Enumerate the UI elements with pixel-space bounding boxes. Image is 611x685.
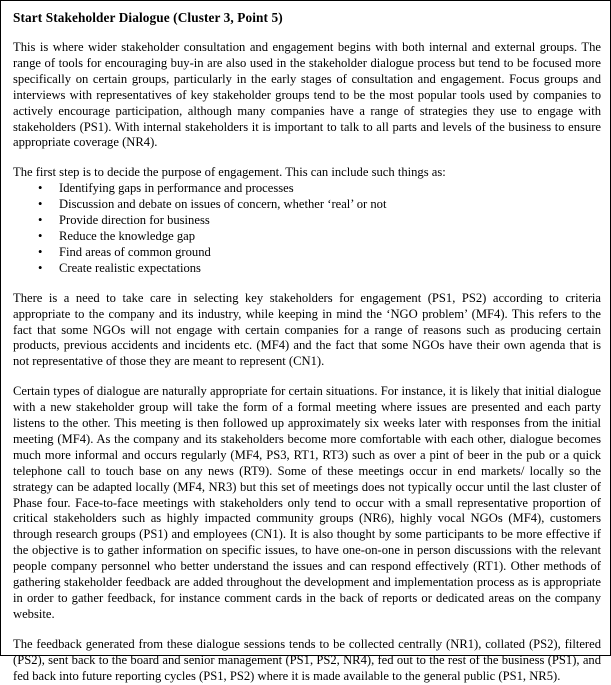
list-item-label: Create realistic expectations bbox=[59, 260, 201, 275]
list-item bbox=[13, 213, 601, 229]
document-body bbox=[13, 10, 601, 683]
bullet-icon: • bbox=[38, 213, 43, 228]
bullet-icon: • bbox=[38, 244, 43, 259]
purpose-of-engagement-list bbox=[13, 181, 601, 276]
paragraph-types-of-dialogue: Certain types of dialogue are naturally appropriate for certain situations. For instance, it is likely that initial dialogue with a new stakeholder group will take the form of a formal meeting where issues are presented and each party listens to the other. This meeting is then followed up approximately six weeks later with responses from the initial meeting (MF4). As the company and its stakeholders become more comfortable with each other, dialogue becomes much more informal and occurs regularly (MF4, PS3, RT1, RT3) such as over a pint of beer in the pub or a quick telephone call to touch base on any news (RT9). Some of these meetings occur in end markets/ locally so the strategy can be adapted locally (MF4, NR3) but this set of meetings does not typically occur until the last cluster of Phase four. Face-to-face meetings with stakeholders only tend to occur with a small representative proportion of critical stakeholders such as highly impacted community groups (NR6), highly vocal NGOs (MF4), customers through research groups (PS1) and employees (CN1). It is also thought by some participants to be more effective if the objective is to gather information on specific issues, to have one-on-one in person discussions with the relevant people company personnel who better understand the issues and can respond effectively (RT1). Other methods of gathering stakeholder feedback are added throughout the development and implementation process as is appropriate in order to gather feedback, for instance comment cards in the back of reports or dedicated areas on the company website. bbox=[13, 384, 601, 621]
page-title: Start Stakeholder Dialogue (Cluster 3, Point 5) bbox=[13, 10, 283, 25]
paragraph-selecting-stakeholders: There is a need to take care in selecting key stakeholders for engagement (PS1, PS2) according to criteria appropriate to the company and its industry, while keeping in mind the ‘NGO problem’ (MF4). This refers to the fact that some NGOs will not engage with certain companies for a range of reasons such as producing certain products, previous accidents and incidents etc. (MF4) and the fact that some NGOs have their own agenda that is not representative of those they are meant to represent (CN1). bbox=[13, 290, 601, 369]
list-item-label: Reduce the knowledge gap bbox=[59, 228, 196, 243]
list-item-label: Identifying gaps in performance and processes bbox=[59, 181, 294, 196]
bullet-icon: • bbox=[38, 260, 43, 275]
list-item-label: Discussion and debate on issues of concern, whether ‘real’ or not bbox=[59, 197, 387, 212]
list-item bbox=[13, 229, 601, 245]
paragraph-intro: This is where wider stakeholder consultation and engagement begins with both internal and external groups. The range of tools for encouraging buy-in are also used in the stakeholder dialogue process but tend to be focused more specifically on certain groups, particularly in the early stages of consultation and engagement. Focus groups and interviews with representatives of key stakeholder groups tend to be the most popular tools used by companies to actively encourage participation, although many companies have a range of strategies they use to engage with stakeholders (PS1). With internal stakeholders it is important to talk to all parts and levels of the business to ensure appropriate coverage (NR4). bbox=[13, 40, 601, 150]
list-item bbox=[13, 245, 601, 261]
list-item-label: Provide direction for business bbox=[59, 213, 210, 228]
bullet-icon: • bbox=[38, 228, 43, 243]
list-item-label: Find areas of common ground bbox=[59, 244, 211, 259]
list-item bbox=[13, 261, 601, 277]
list-item bbox=[13, 197, 601, 213]
bullet-icon: • bbox=[38, 181, 43, 196]
paragraph-feedback: The feedback generated from these dialogue sessions tends to be collected centrally (NR1), collated (PS2), filtered (PS2), sent back to the board and senior management (PS1, PS2, NR4), fed out to the rest of the business (PS1), and fed back into future reporting cycles (PS1, PS2) where it is made available to the general public (PS1, NR5). bbox=[13, 636, 601, 683]
list-item bbox=[13, 181, 601, 197]
bullet-icon: • bbox=[38, 197, 43, 212]
paragraph-first-step-lead-in: The first step is to decide the purpose of engagement. This can include such things as: bbox=[13, 165, 446, 180]
